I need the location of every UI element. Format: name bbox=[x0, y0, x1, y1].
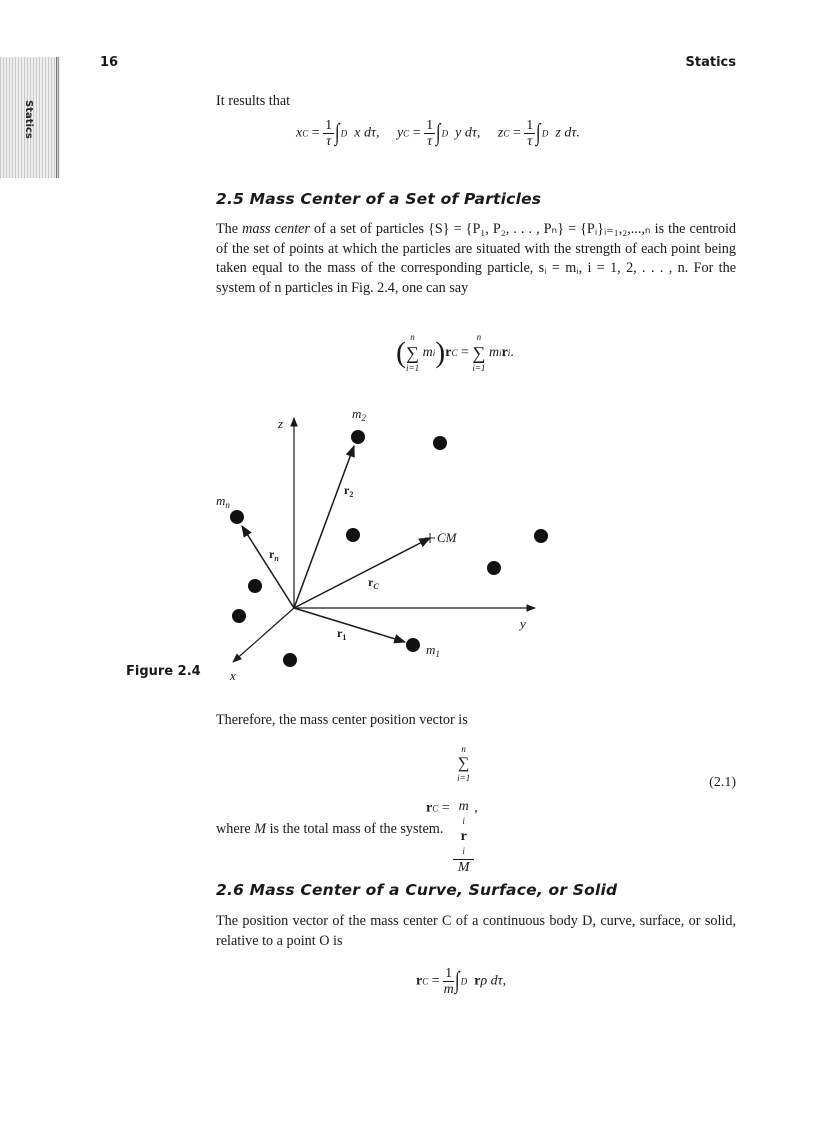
centroid-equations: xC = $\frac{1}{\tau}$ ∫D x dτ, yC = $\frac{1}{\tau}$ ∫D y dτ, zC = $\frac{1}{\tau}$ ∫D z dτ. bbox=[296, 118, 580, 149]
particle bbox=[346, 528, 360, 542]
section-2-5-paragraph: The mass center of a set of particles {S} = {P₁, P₂, . . . , Pₙ} = {Pᵢ}ᵢ₌₁,₂,...,ₙ is the centroid of the set of points at which the particles are situated with the strength of each point being taken equal to the mass of the corresponding particle, sᵢ = mᵢ, i = 1, 2, . . . , n. For the system of n particles in Fig. 2.4, one can say bbox=[216, 221, 737, 296]
r1-label: $r_1$ bbox=[337, 626, 347, 642]
section-heading-2-6: 2.6 Mass Center of a Curve, Surface, or Solid bbox=[216, 881, 618, 899]
rn-vector bbox=[242, 526, 294, 608]
particle bbox=[534, 529, 548, 543]
rc-label: $r_C$ bbox=[368, 575, 379, 591]
running-header: Statics bbox=[685, 55, 736, 70]
r2-label: $r_2$ bbox=[344, 483, 354, 499]
mn-label: $m_n$ bbox=[216, 493, 230, 510]
particle bbox=[433, 436, 447, 450]
particle-m2 bbox=[351, 430, 365, 444]
particle bbox=[487, 561, 501, 575]
m2-label: $m_2$ bbox=[352, 406, 366, 423]
z-label: z bbox=[278, 416, 284, 431]
where-text: where M is the total mass of the system. bbox=[216, 821, 444, 837]
page-number: 16 bbox=[100, 55, 119, 70]
section-heading-2-5: 2.5 Mass Center of a Set of Particles bbox=[216, 190, 542, 208]
particle-mn bbox=[230, 510, 244, 524]
section-2-6-paragraph: The position vector of the mass center C of a continuous body D, curve, surface, or solid, relative to a point O is bbox=[216, 913, 736, 949]
r2-vector bbox=[294, 446, 354, 608]
equation-number-2-1: (2.1) bbox=[709, 775, 736, 790]
cm-label: CM bbox=[437, 530, 457, 545]
intro-text: It results that bbox=[216, 93, 291, 109]
x-label: x bbox=[230, 668, 236, 683]
rc-vector bbox=[294, 538, 430, 608]
r1-vector bbox=[294, 608, 405, 642]
m1-label: $m_1$ bbox=[426, 642, 440, 659]
y-label: y bbox=[520, 616, 526, 631]
equation-2-1: rC = n ∑ i=1 m i r i M , bbox=[426, 744, 478, 875]
mass-center-integral-equation: rC = $\frac{1}{m}$ ∫D rρ dτ, bbox=[416, 966, 507, 997]
particle bbox=[283, 653, 297, 667]
particle-m1 bbox=[406, 638, 420, 652]
therefore-text: Therefore, the mass center position vector is bbox=[216, 712, 468, 728]
particle bbox=[232, 609, 246, 623]
mass-sum-equation: ( n ∑ i=1 mi)rC = n ∑ i=1 miri. bbox=[396, 332, 514, 373]
side-tab-label: Statics bbox=[23, 100, 34, 139]
figure-caption: Figure 2.4 bbox=[126, 664, 201, 679]
particle bbox=[248, 579, 262, 593]
rn-label: $r_n$ bbox=[269, 547, 279, 563]
